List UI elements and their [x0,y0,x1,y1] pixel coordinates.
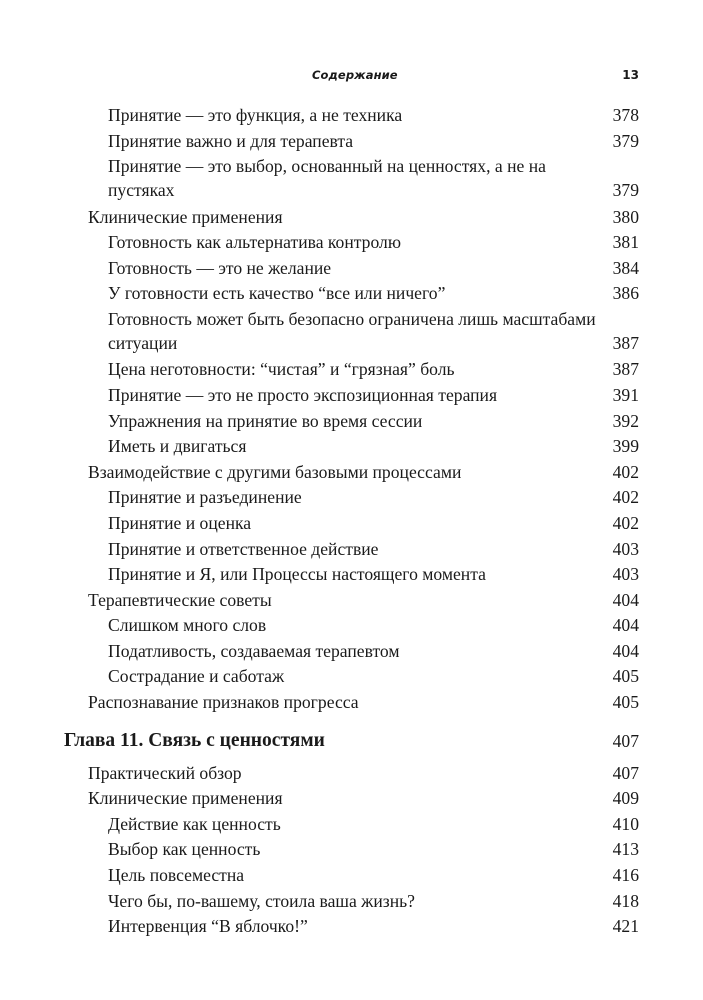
toc-entry-title: У готовности есть качество “все или ничего” [108,283,446,304]
toc-entry-page: 410 [612,813,639,834]
toc-entry [0,812,703,838]
toc-entry-page: 379 [612,130,639,151]
toc-entry-page: 386 [612,283,639,304]
toc-entry-page: 379 [612,180,639,201]
toc-section [0,690,703,716]
toc-entry [0,863,703,889]
toc-entry [0,485,703,511]
toc-entry-page: 403 [612,564,639,585]
toc-entry [0,664,703,690]
toc-section-page: 405 [612,692,639,713]
toc-section [0,786,703,812]
toc-entry-page: 402 [612,512,639,533]
toc-entry-title: Принятие и Я, или Процессы настоящего момента [108,564,486,585]
toc-entry [0,914,703,940]
toc-entry-title: Сострадание и саботаж [108,666,285,687]
toc-section-page: 402 [612,461,639,482]
toc-chapter-page: 407 [612,730,639,751]
running-header [0,68,703,88]
chapter-spacer [0,716,703,729]
toc-entry [0,889,703,915]
toc-entry-title: Принятие — это функция, а не техника [108,105,403,125]
toc-entry [0,511,703,537]
toc-entry-title: Цена неготовности: “чистая” и “грязная” боль [108,359,455,380]
toc-section-title: Взаимодействие с другими базовыми процессами [88,461,462,482]
toc-entry [0,154,703,204]
toc-section-page: 380 [612,206,639,227]
toc-section-page: 404 [612,589,639,610]
toc-entry-title: Принятие — это не просто экспозиционная терапия [108,384,498,405]
table-of-contents [0,103,703,940]
toc-entry [0,129,703,155]
toc-chapter [0,729,703,761]
running-title: Содержание [312,68,398,82]
toc-entry-title: Принятие и разъединение [108,487,302,508]
toc-entry [0,434,703,460]
toc-entry [0,639,703,665]
toc-entry [0,230,703,256]
toc-entry-page: 392 [612,410,639,431]
toc-section-title: Терапевтические советы [88,589,272,610]
toc-entry-page: 387 [612,332,639,353]
toc-entry-title: Принятие и ответственное действие [108,538,379,559]
toc-entry-title: Податливость, создаваемая терапевтом [108,640,400,661]
toc-entry-page: 387 [612,359,639,380]
toc-section [0,460,703,486]
toc-entry [0,562,703,588]
toc-entry-title: Принятие важно и для терапевта [108,130,354,151]
toc-entry-page: 418 [612,890,639,911]
toc-entry-title: Принятие и оценка [108,512,252,533]
toc-entry [0,256,703,282]
toc-entry-page: 413 [612,839,639,860]
toc-entry-page: 404 [612,615,639,636]
toc-entry-title: Готовность как альтернатива контролю [108,232,401,253]
toc-entry-title: Готовность — это не желание [108,257,332,278]
toc-entry-page: 391 [612,384,639,405]
toc-entry-page: 405 [612,666,639,687]
toc-entry [0,409,703,435]
toc-entry [0,837,703,863]
toc-section-page: 409 [612,788,639,809]
toc-entry-page: 404 [612,640,639,661]
toc-entry [0,307,703,357]
toc-entry-page: 378 [612,105,639,125]
toc-entry-title: Упражнения на принятие во время сессии [108,410,423,431]
toc-entry-title: Интервенция “В яблочко!” [108,916,308,937]
toc-entry-title: Цель повсеместна [108,865,245,886]
toc-entry [0,357,703,383]
toc-entry-title: Выбор как ценность [108,839,261,860]
toc-section-title: Клинические применения [88,788,283,809]
toc-section-title: Распознавание признаков прогресса [88,692,359,713]
toc-entry-title: Готовность может быть безопасно ограничена лишь масштабами ситуации [108,308,596,353]
toc-section-title: Практический обзор [88,762,242,783]
toc-section [0,205,703,231]
toc-entry-page: 403 [612,538,639,559]
toc-entry-page: 381 [612,232,639,253]
toc-entry-page: 416 [612,865,639,886]
toc-entry-title: Иметь и двигаться [108,436,247,457]
page-number: 13 [622,68,639,82]
toc-entry-title: Слишком много слов [108,615,267,636]
toc-entry [0,537,703,563]
toc-entry [0,281,703,307]
toc-entry [0,613,703,639]
toc-entry-page: 402 [612,487,639,508]
toc-section [0,761,703,787]
toc-entry-page: 421 [612,916,639,937]
toc-section-title: Клинические применения [88,206,283,227]
toc-chapter-title: Глава 11. Связь с ценностями [64,729,325,751]
toc-entry-page: 384 [612,257,639,278]
toc-entry-title: Принятие — это выбор, основанный на ценностях, а не на пустяках [108,156,546,201]
toc-entry [0,103,703,129]
toc-section-page: 407 [612,762,639,783]
toc-section [0,588,703,614]
toc-entry-title: Действие как ценность [108,813,281,834]
toc-entry [0,383,703,409]
toc-entry-title: Чего бы, по-вашему, стоила ваша жизнь? [108,890,415,911]
toc-entry-page: 399 [612,436,639,457]
